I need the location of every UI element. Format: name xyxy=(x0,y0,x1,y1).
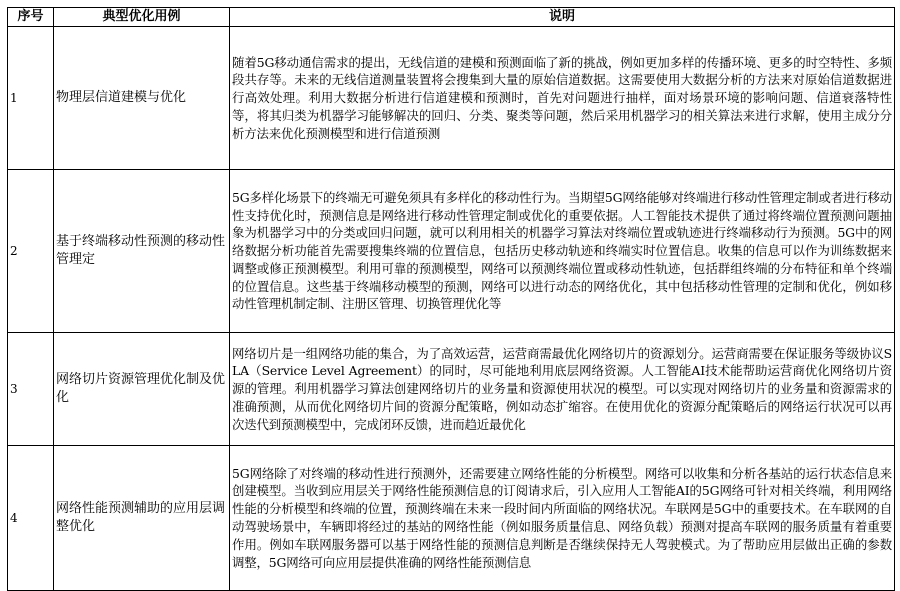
header-use-case: 典型优化用例 xyxy=(54,8,230,27)
row-number: 1 xyxy=(8,27,54,170)
row-number: 3 xyxy=(8,333,54,446)
row-use-case: 网络切片资源管理优化制及优化 xyxy=(54,333,230,446)
table-row xyxy=(8,170,895,333)
row-use-case: 物理层信道建模与优化 xyxy=(54,27,230,170)
table-row xyxy=(8,333,895,446)
row-use-case: 网络性能预测辅助的应用层调整优化 xyxy=(54,446,230,591)
row-description: 随着5G移动通信需求的提出，无线信道的建模和预测面临了新的挑战，例如更加多样的传播环境、更多的时空特性、多频段共存等。未来的无线信道测量装置将会搜集到大量的原始信道数据。这需要使用大数据分析的方法来对原始信道数据进行高效处理。利用大数据分析进行信道建模和预测时，首先对问题进行抽样，面对场景环境的影响问题、信道衰落特性等，将其归类为机器学习能够解决的回归、分类、聚类等问题，然后采用机器学习的相关算法来进行求解，使用主成分分析方法来优化预测模型和进行信道预测 xyxy=(230,27,895,170)
row-description: 5G网络除了对终端的移动性进行预测外，还需要建立网络性能的分析模型。网络可以收集和分析各基站的运行状态信息来创建模型。当收到应用层关于网络性能预测信息的订阅请求后，引入应用人工智能AI的5G网络可针对相关终端，利用网络性能的分析模型和终端的位置，预测终端在未来一段时间内所面临的网络状况。车联网是5G中的重要技术。在车联网的自动驾驶场景中，车辆即将经过的基站的网络性能（例如服务质量信息、网络负载）预测对提高车联网的服务质量有着重要作用。例如车联网服务器可以基于网络性能的预测信息判断是否继续保持无人驾驶模式。为了帮助应用层做出正确的参数调整，5G网络可向应用层提供准确的网络性能预测信息 xyxy=(230,446,895,591)
optimization-use-case-table xyxy=(7,7,895,591)
row-description: 网络切片是一组网络功能的集合，为了高效运营，运营商需最优化网络切片的资源划分。运营商需要在保证服务等级协议SLA（Service Level Agreement）的同时，尽可能地利用底层网络资源。人工智能AI技术能帮助运营商优化网络切片资源的管理。利用机器学习算法创建网络切片的业务量和资源使用状况的模型。可以实现对网络切片的业务量和资源需求的准确预测，从而优化网络切片间的资源分配策略，例如动态扩缩容。在使用优化的资源分配策略后的网络运行状况可以再次迭代到预测模型中，完成闭环反馈，进而趋近最优化 xyxy=(230,333,895,446)
table-header-row xyxy=(8,8,895,27)
row-number: 4 xyxy=(8,446,54,591)
header-description: 说明 xyxy=(230,8,895,27)
row-number: 2 xyxy=(8,170,54,333)
header-serial-number: 序号 xyxy=(8,8,54,27)
row-description: 5G多样化场景下的终端无可避免须具有多样化的移动性行为。当期望5G网络能够对终端进行移动性管理定制或者进行移动性支持优化时，预测信息是网络进行移动性管理定制或优化的重要依据。人工智能技术提供了通过将终端位置预测问题抽象为机器学习中的分类或回归问题，就可以利用相关的机器学习算法对终端位置或轨迹进行终端移动行为预测。5G中的网络数据分析功能首先需要搜集终端的位置信息，包括历史移动轨迹和终端实时位置信息。收集的信息可以作为训练数据来调整或修正预测模型。利用可靠的预测模型，网络可以预测终端位置或移动性轨迹，包括群组终端的分布特征和单个终端的位置信息。这些基于终端移动模型的预测，网络可以进行动态的网络优化，其中包括移动性管理的定制和优化，例如移动性管理机制定制、注册区管理、切换管理优化等 xyxy=(230,170,895,333)
row-use-case: 基于终端移动性预测的移动性管理定 xyxy=(54,170,230,333)
table-row xyxy=(8,446,895,591)
table-row xyxy=(8,27,895,170)
